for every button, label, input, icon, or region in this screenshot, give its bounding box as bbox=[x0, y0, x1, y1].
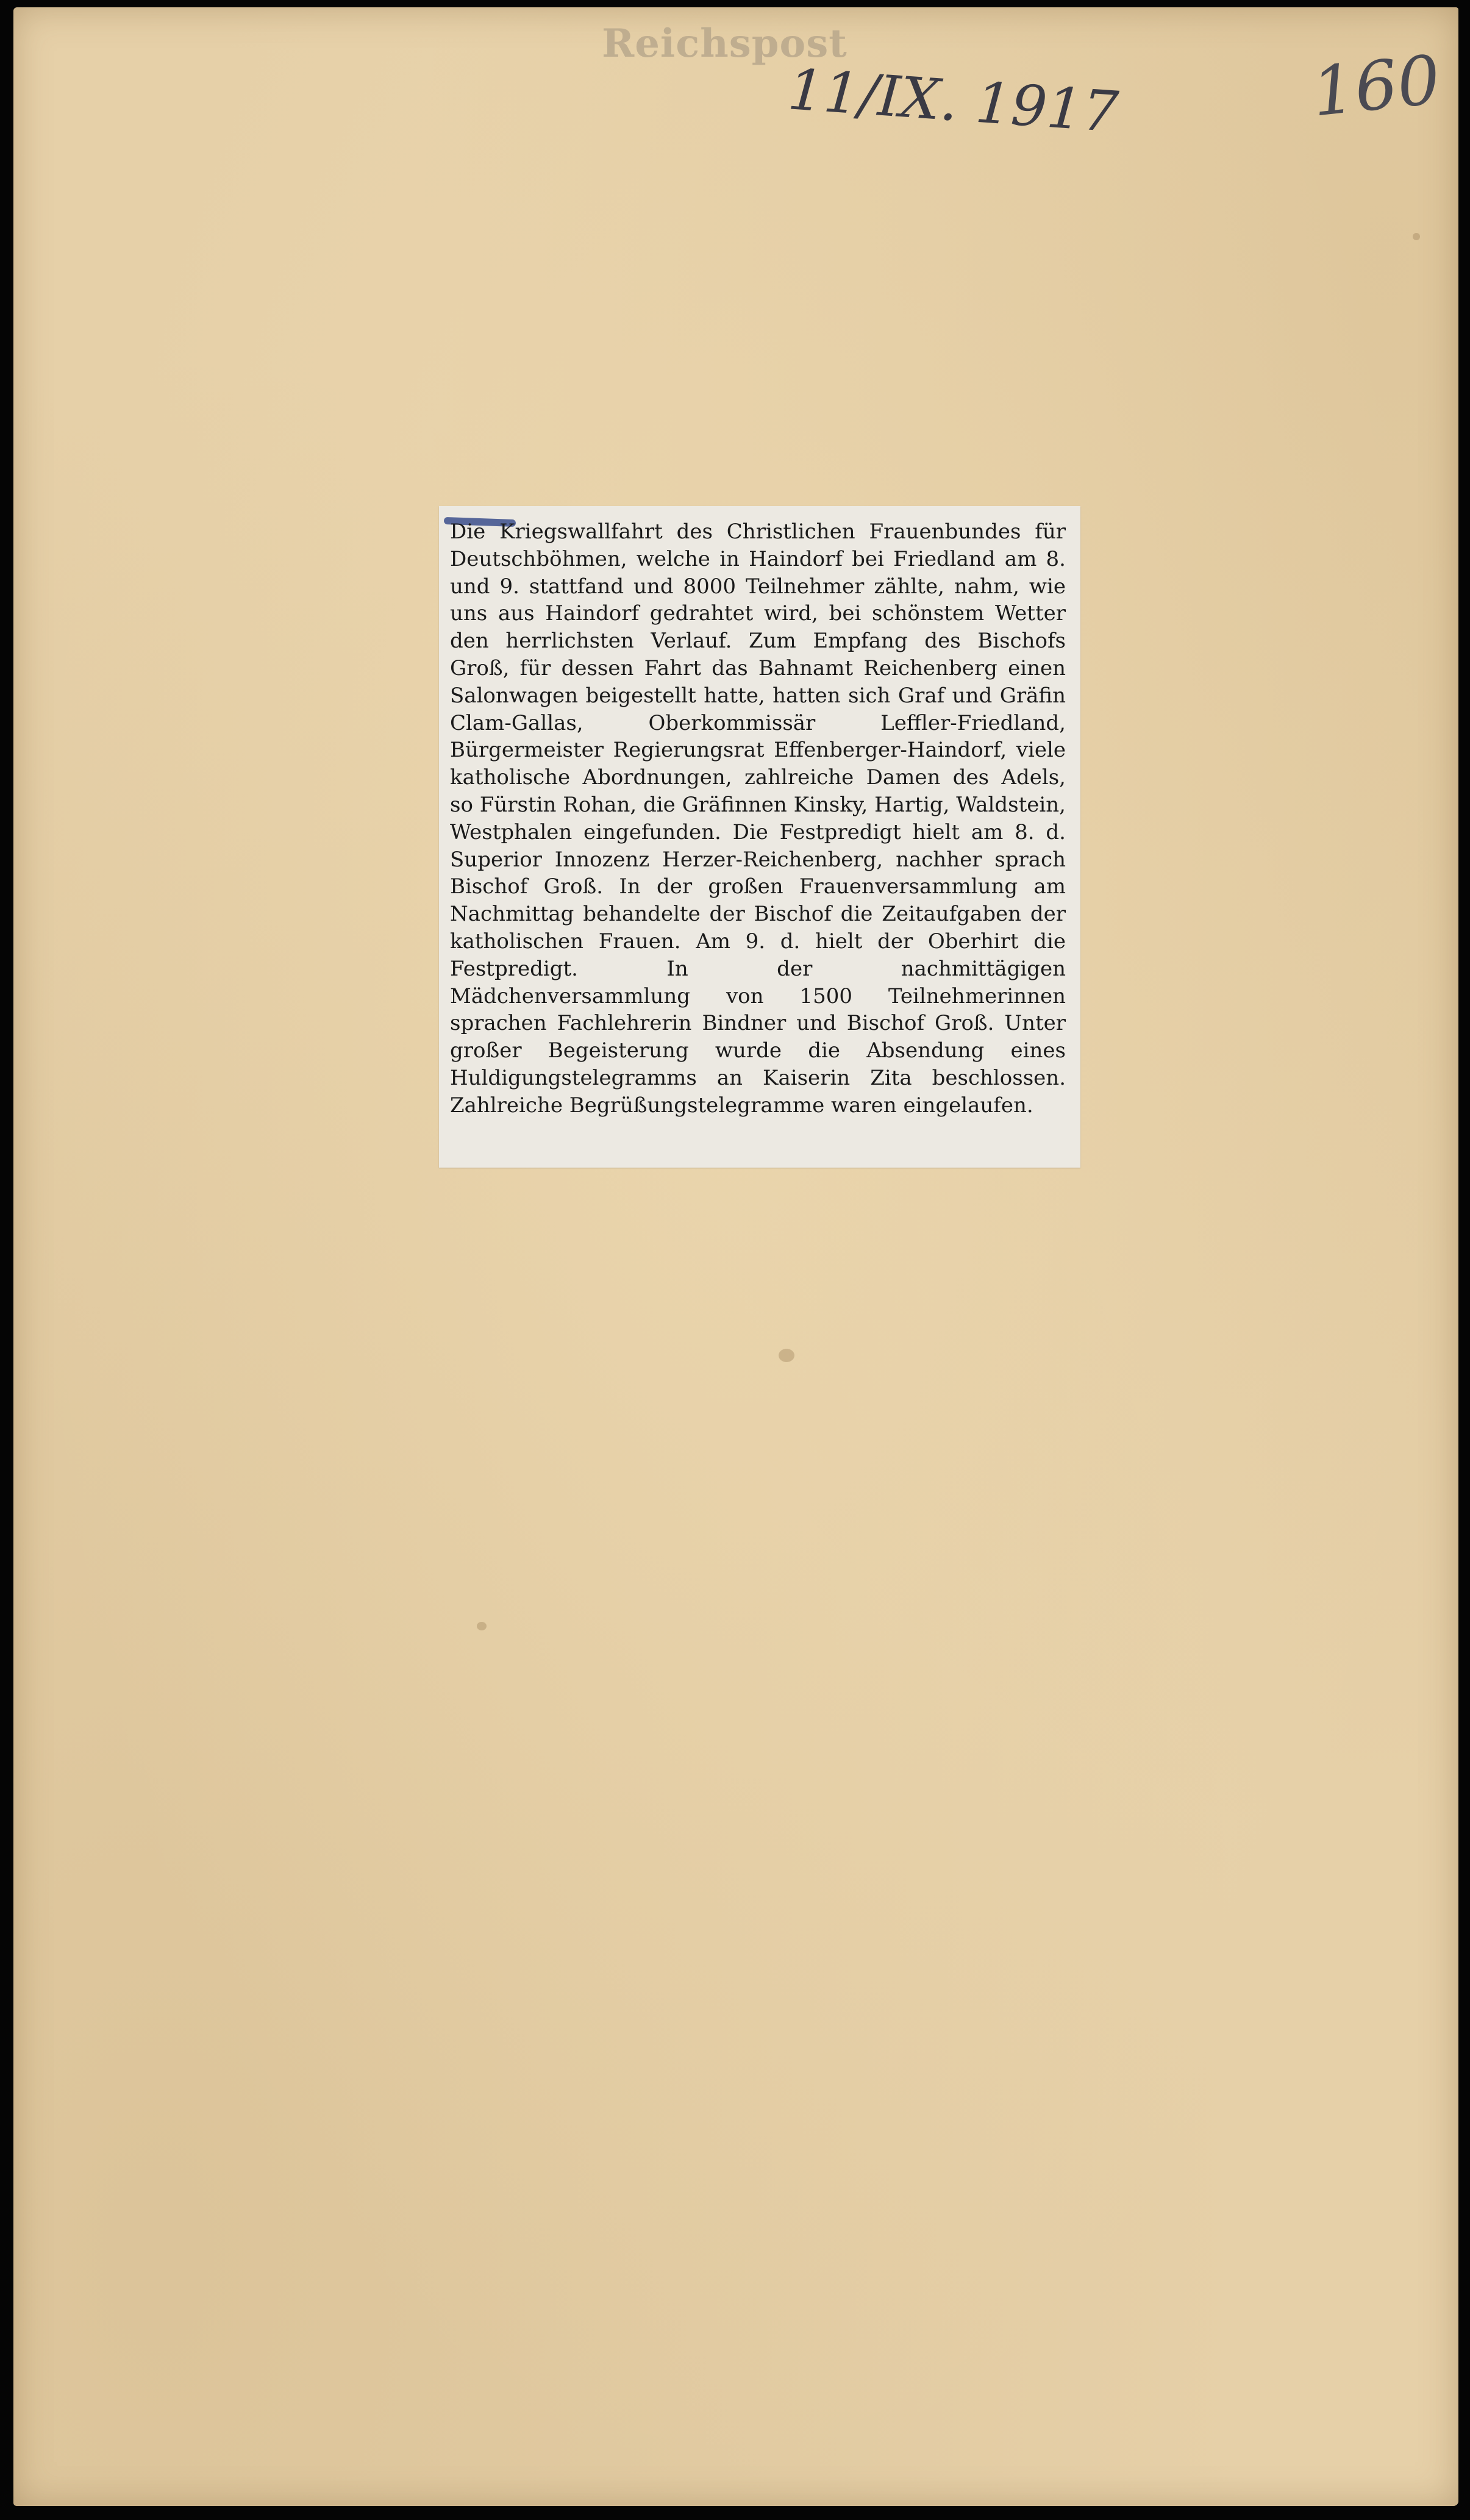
newspaper-clipping bbox=[439, 506, 1080, 1168]
newspaper-name-stamp: Reichspost bbox=[602, 21, 847, 66]
paper-stain bbox=[477, 1622, 487, 1630]
paper-stain bbox=[779, 1349, 794, 1362]
handwritten-page-number: 160 bbox=[1308, 40, 1444, 132]
handwritten-date: 11/IX. 1917 bbox=[785, 57, 1121, 145]
paper-stain bbox=[1413, 233, 1420, 240]
clipping-article-text: Die Kriegswallfahrt des Christlichen Frauenbundes für Deutschböhmen, welche in Haindorf bei Friedland am 8. und 9. stattfand und 8000 Teilnehmer zählte, nahm, wie uns aus Haindorf gedrahtet wird, bei schönstem Wetter den herrlichsten Verlauf. Zum Empfang des Bischofs Groß, für dessen Fahrt das Bahnamt Reichenberg einen Salonwagen beigestellt hatte, hatten sich Graf und Gräfin Clam-Gallas, Oberkommissär Leffler-Friedland, Bürgermeister Regierungsrat Effenberger-Haindorf, viele katholische Abordnungen, zahlreiche Damen des Adels, so Fürstin Rohan, die Gräfinnen Kinsky, Hartig, Waldstein, Westphalen eingefunden. Die Festpredigt hielt am 8. d. Superior Innozenz Herzer-Reichenberg, nachher sprach Bischof Groß. In der großen Frauenversammlung am Nachmittag behandelte der Bischof die Zeitaufgaben der katholischen Frauen. Am 9. d. hielt der Oberhirt die Festpredigt. In der nachmittägigen Mädchenversammlung von 1500 Teilnehmerinnen sprachen Fachlehrerin Bindner und Bischof Groß. Unter großer Begeisterung wurde die Absendung eines Huldigungstelegramms an Kaiserin Zita beschlossen. Zahlreiche Begrüßungstelegramme waren eingelaufen. bbox=[450, 519, 1066, 1118]
archival-sheet bbox=[13, 7, 1458, 2506]
